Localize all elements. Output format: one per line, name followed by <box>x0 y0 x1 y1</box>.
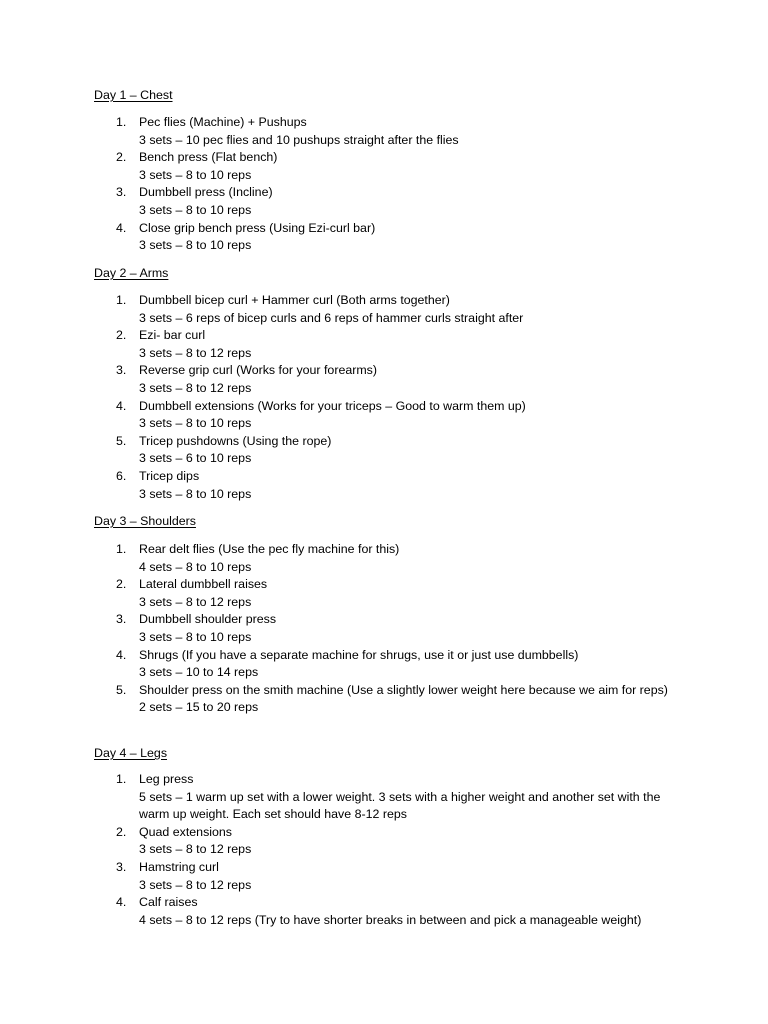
exercise-name: Pec flies (Machine) + Pushups <box>139 115 307 129</box>
exercise-detail: 4 sets – 8 to 10 reps <box>139 559 252 574</box>
list-item <box>94 468 694 503</box>
exercise-name: Shoulder press on the smith machine (Use a slightly lower weight here because we aim for reps) <box>139 682 668 697</box>
exercise-name: Reverse grip curl (Works for your forearms) <box>139 363 377 378</box>
exercise-detail: 3 sets – 8 to 10 reps <box>139 167 252 182</box>
day-3-exercise-list <box>94 541 694 717</box>
item-number: 6. <box>116 468 127 483</box>
exercise-name: Shrugs (If you have a separate machine for shrugs, use it or just use dumbbells) <box>139 647 579 662</box>
item-number: 4. <box>116 895 127 910</box>
exercise-detail: 3 sets – 6 reps of bicep curls and 6 reps of hammer curls straight after <box>139 310 524 325</box>
exercise-name: Close grip bench press (Using Ezi-curl bar) <box>139 220 376 235</box>
exercise-name: Dumbbell extensions (Works for your triceps – Good to warm them up) <box>139 398 526 413</box>
exercise-detail: 3 sets – 8 to 12 reps <box>139 877 252 892</box>
item-number: 2. <box>116 577 127 592</box>
list-item <box>94 327 694 362</box>
exercise-detail: 2 sets – 15 to 20 reps <box>139 700 259 715</box>
day-1-exercise-list <box>94 114 694 255</box>
exercise-detail: 3 sets – 8 to 12 reps <box>139 345 252 360</box>
exercise-detail: 4 sets – 8 to 12 reps (Try to have shorter breaks in between and pick a manageable weight) <box>139 912 642 927</box>
exercise-name: Bench press (Flat bench) <box>139 150 278 165</box>
exercise-name: Leg press <box>139 772 194 786</box>
exercise-detail: 3 sets – 8 to 10 reps <box>139 629 252 644</box>
exercise-detail: 3 sets – 8 to 12 reps <box>139 842 252 857</box>
list-item <box>94 682 694 717</box>
list-item <box>94 362 694 397</box>
day-3-heading: Day 3 – Shoulders <box>94 514 196 528</box>
list-item <box>94 576 694 611</box>
list-item <box>94 541 694 576</box>
exercise-name: Dumbbell bicep curl + Hammer curl (Both arms together) <box>139 293 450 307</box>
day-4-exercise-list <box>94 771 694 929</box>
list-item <box>94 824 694 859</box>
exercise-name: Quad extensions <box>139 824 232 839</box>
list-item <box>94 184 694 219</box>
item-number: 4. <box>116 647 127 662</box>
item-number: 4. <box>116 398 127 413</box>
list-item <box>94 611 694 646</box>
list-item <box>94 433 694 468</box>
day-2-exercise-list <box>94 292 694 503</box>
item-number: 2. <box>116 150 127 165</box>
day-4-heading: Day 4 – Legs <box>94 746 168 760</box>
item-number: 2. <box>116 328 127 343</box>
exercise-name: Dumbbell press (Incline) <box>139 185 273 200</box>
item-number: 5. <box>116 682 127 697</box>
item-number: 4. <box>116 220 127 235</box>
item-number: 3. <box>116 363 127 378</box>
item-number: 1. <box>116 115 127 129</box>
list-item <box>94 859 694 894</box>
list-item <box>94 647 694 682</box>
item-number: 2. <box>116 824 127 839</box>
exercise-detail: 3 sets – 8 to 12 reps <box>139 380 252 395</box>
exercise-name: Dumbbell shoulder press <box>139 612 277 627</box>
list-item <box>94 771 694 824</box>
exercise-name: Ezi- bar curl <box>139 328 206 343</box>
item-number: 3. <box>116 185 127 200</box>
exercise-detail: 3 sets – 8 to 10 reps <box>139 238 252 253</box>
day-1-heading: Day 1 – Chest <box>94 88 173 102</box>
list-item <box>94 398 694 433</box>
exercise-name: Rear delt flies (Use the pec fly machine for this) <box>139 542 400 556</box>
list-item <box>94 894 694 929</box>
exercise-detail: 3 sets – 6 to 10 reps <box>139 451 252 466</box>
exercise-detail: 3 sets – 8 to 10 reps <box>139 416 252 431</box>
item-number: 5. <box>116 433 127 448</box>
day-2-heading: Day 2 – Arms <box>94 266 169 280</box>
exercise-name: Hamstring curl <box>139 859 219 874</box>
list-item <box>94 220 694 255</box>
list-item <box>94 149 694 184</box>
exercise-detail: 3 sets – 10 to 14 reps <box>139 665 259 680</box>
item-number: 1. <box>116 772 127 786</box>
list-item <box>94 292 694 327</box>
exercise-detail: 3 sets – 8 to 10 reps <box>139 486 252 501</box>
exercise-detail: 3 sets – 8 to 12 reps <box>139 594 252 609</box>
exercise-name: Tricep dips <box>139 468 200 483</box>
exercise-detail: 3 sets – 8 to 10 reps <box>139 202 252 217</box>
item-number: 1. <box>116 542 127 556</box>
exercise-name: Lateral dumbbell raises <box>139 577 268 592</box>
item-number: 3. <box>116 612 127 627</box>
exercise-name: Calf raises <box>139 895 198 910</box>
list-item <box>94 114 694 149</box>
item-number: 3. <box>116 859 127 874</box>
exercise-detail: 5 sets – 1 warm up set with a lower weight. 3 sets with a higher weight and another set with the warm up weight. Each set should have 8-12 reps <box>139 789 661 822</box>
exercise-detail: 3 sets – 10 pec flies and 10 pushups straight after the flies <box>139 132 459 147</box>
item-number: 1. <box>116 293 127 307</box>
exercise-name: Tricep pushdowns (Using the rope) <box>139 433 332 448</box>
